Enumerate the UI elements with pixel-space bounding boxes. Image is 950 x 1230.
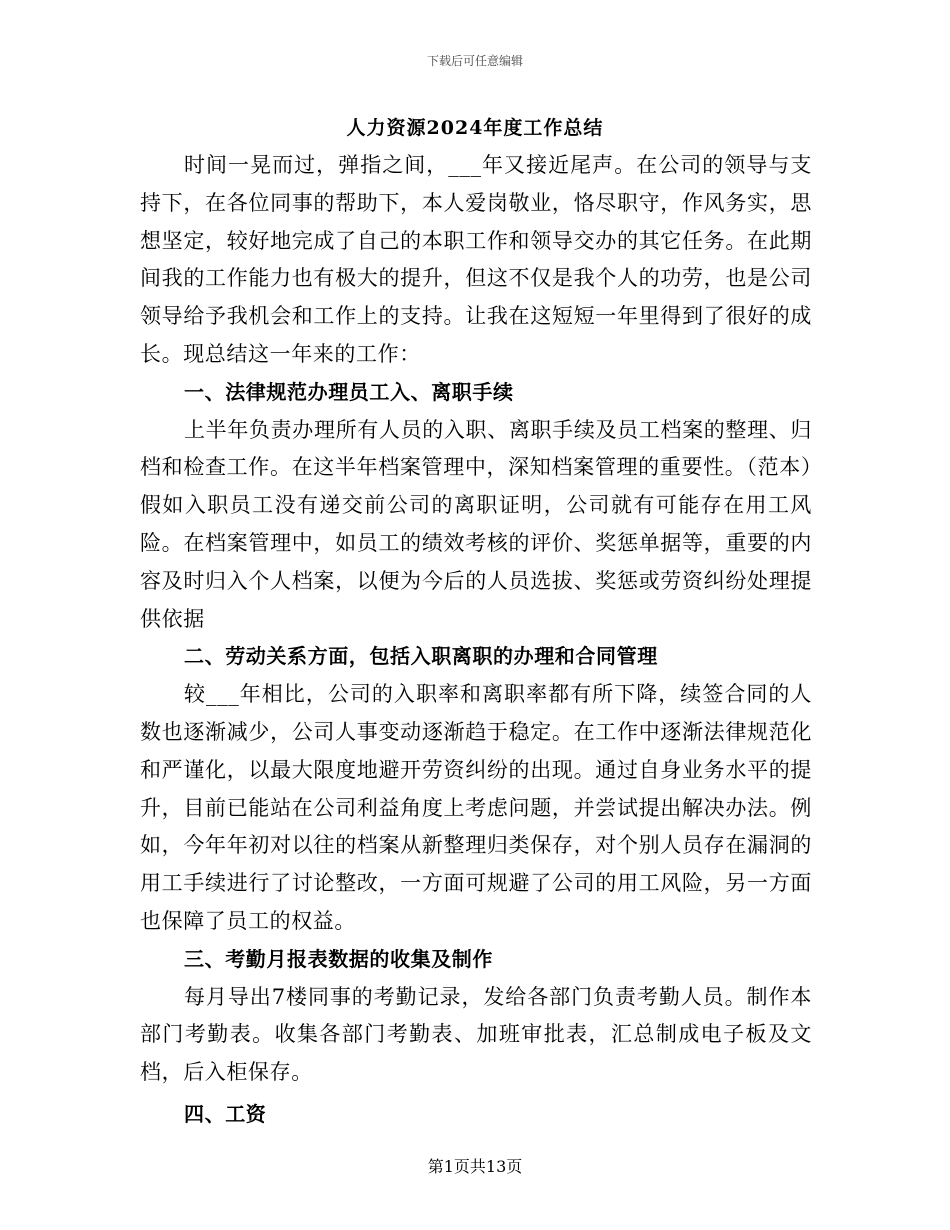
section-heading-1: 一、法律规范办理员工入、离职手续 bbox=[184, 379, 514, 404]
section-heading-3: 三、考勤月报表数据的收集及制作 bbox=[184, 946, 493, 971]
section-heading-2: 二、劳动关系方面，包括入职离职的办理和合同管理 bbox=[184, 644, 658, 669]
page-header-note: 下载后可任意编辑 bbox=[426, 54, 523, 68]
section-heading-4: 四、工资 bbox=[184, 1101, 267, 1126]
section-body-3: 每月导出7楼同事的考勤记录，发给各部门负责考勤人员。制作本部门考勤表。收集各部门考勤表、加班审批表，汇总制成电子板及文档，后入柜保存。 bbox=[140, 984, 812, 1085]
page-number-footer: 第1页共13页 bbox=[427, 1157, 523, 1176]
document-body bbox=[140, 147, 812, 1134]
document-title: 人力资源2024年度工作总结 bbox=[346, 117, 604, 139]
section-body-1: 上半年负责办理所有人员的入职、离职手续及员工档案的整理、归档和检查工作。在这半年档案管理中，深知档案管理的重要性。（范本）假如入职员工没有递交前公司的离职证明，公司就有可能存在用工风险。在档案管理中，如员工的绩效考核的评价、奖惩单据等，重要的内容及时归入个人档案，以便为今后的人员选拔、奖惩或劳资纠纷处理提供依据 bbox=[140, 417, 812, 631]
intro-paragraph: 时间一晃而过，弹指之间，___年又接近尾声。在公司的领导与支持下，在各位同事的帮助下，本人爱岗敬业，恪尽职守，作风务实，思想坚定，较好地完成了自己的本职工作和领导交办的其它任务。在此期间我的工作能力也有极大的提升，但这不仅是我个人的功劳，也是公司领导给予我机会和工作上的支持。让我在这短短一年里得到了很好的成长。现总结这一年来的工作： bbox=[140, 153, 812, 366]
section-body-2: 较___年相比，公司的入职率和离职率都有所下降，续签合同的人数也逐渐减少，公司人事变动逐渐趋于稳定。在工作中逐渐法律规范化和严谨化，以最大限度地避开劳资纠纷的出现。通过自身业务水平的提升，目前已能站在公司利益角度上考虑问题，并尝试提出解决办法。例如，今年年初对以往的档案从新整理归类保存，对个别人员存在漏洞的用工手续进行了讨论整改，一方面可规避了公司的用工风险，另一方面也保障了员工的权益。 bbox=[140, 682, 812, 933]
